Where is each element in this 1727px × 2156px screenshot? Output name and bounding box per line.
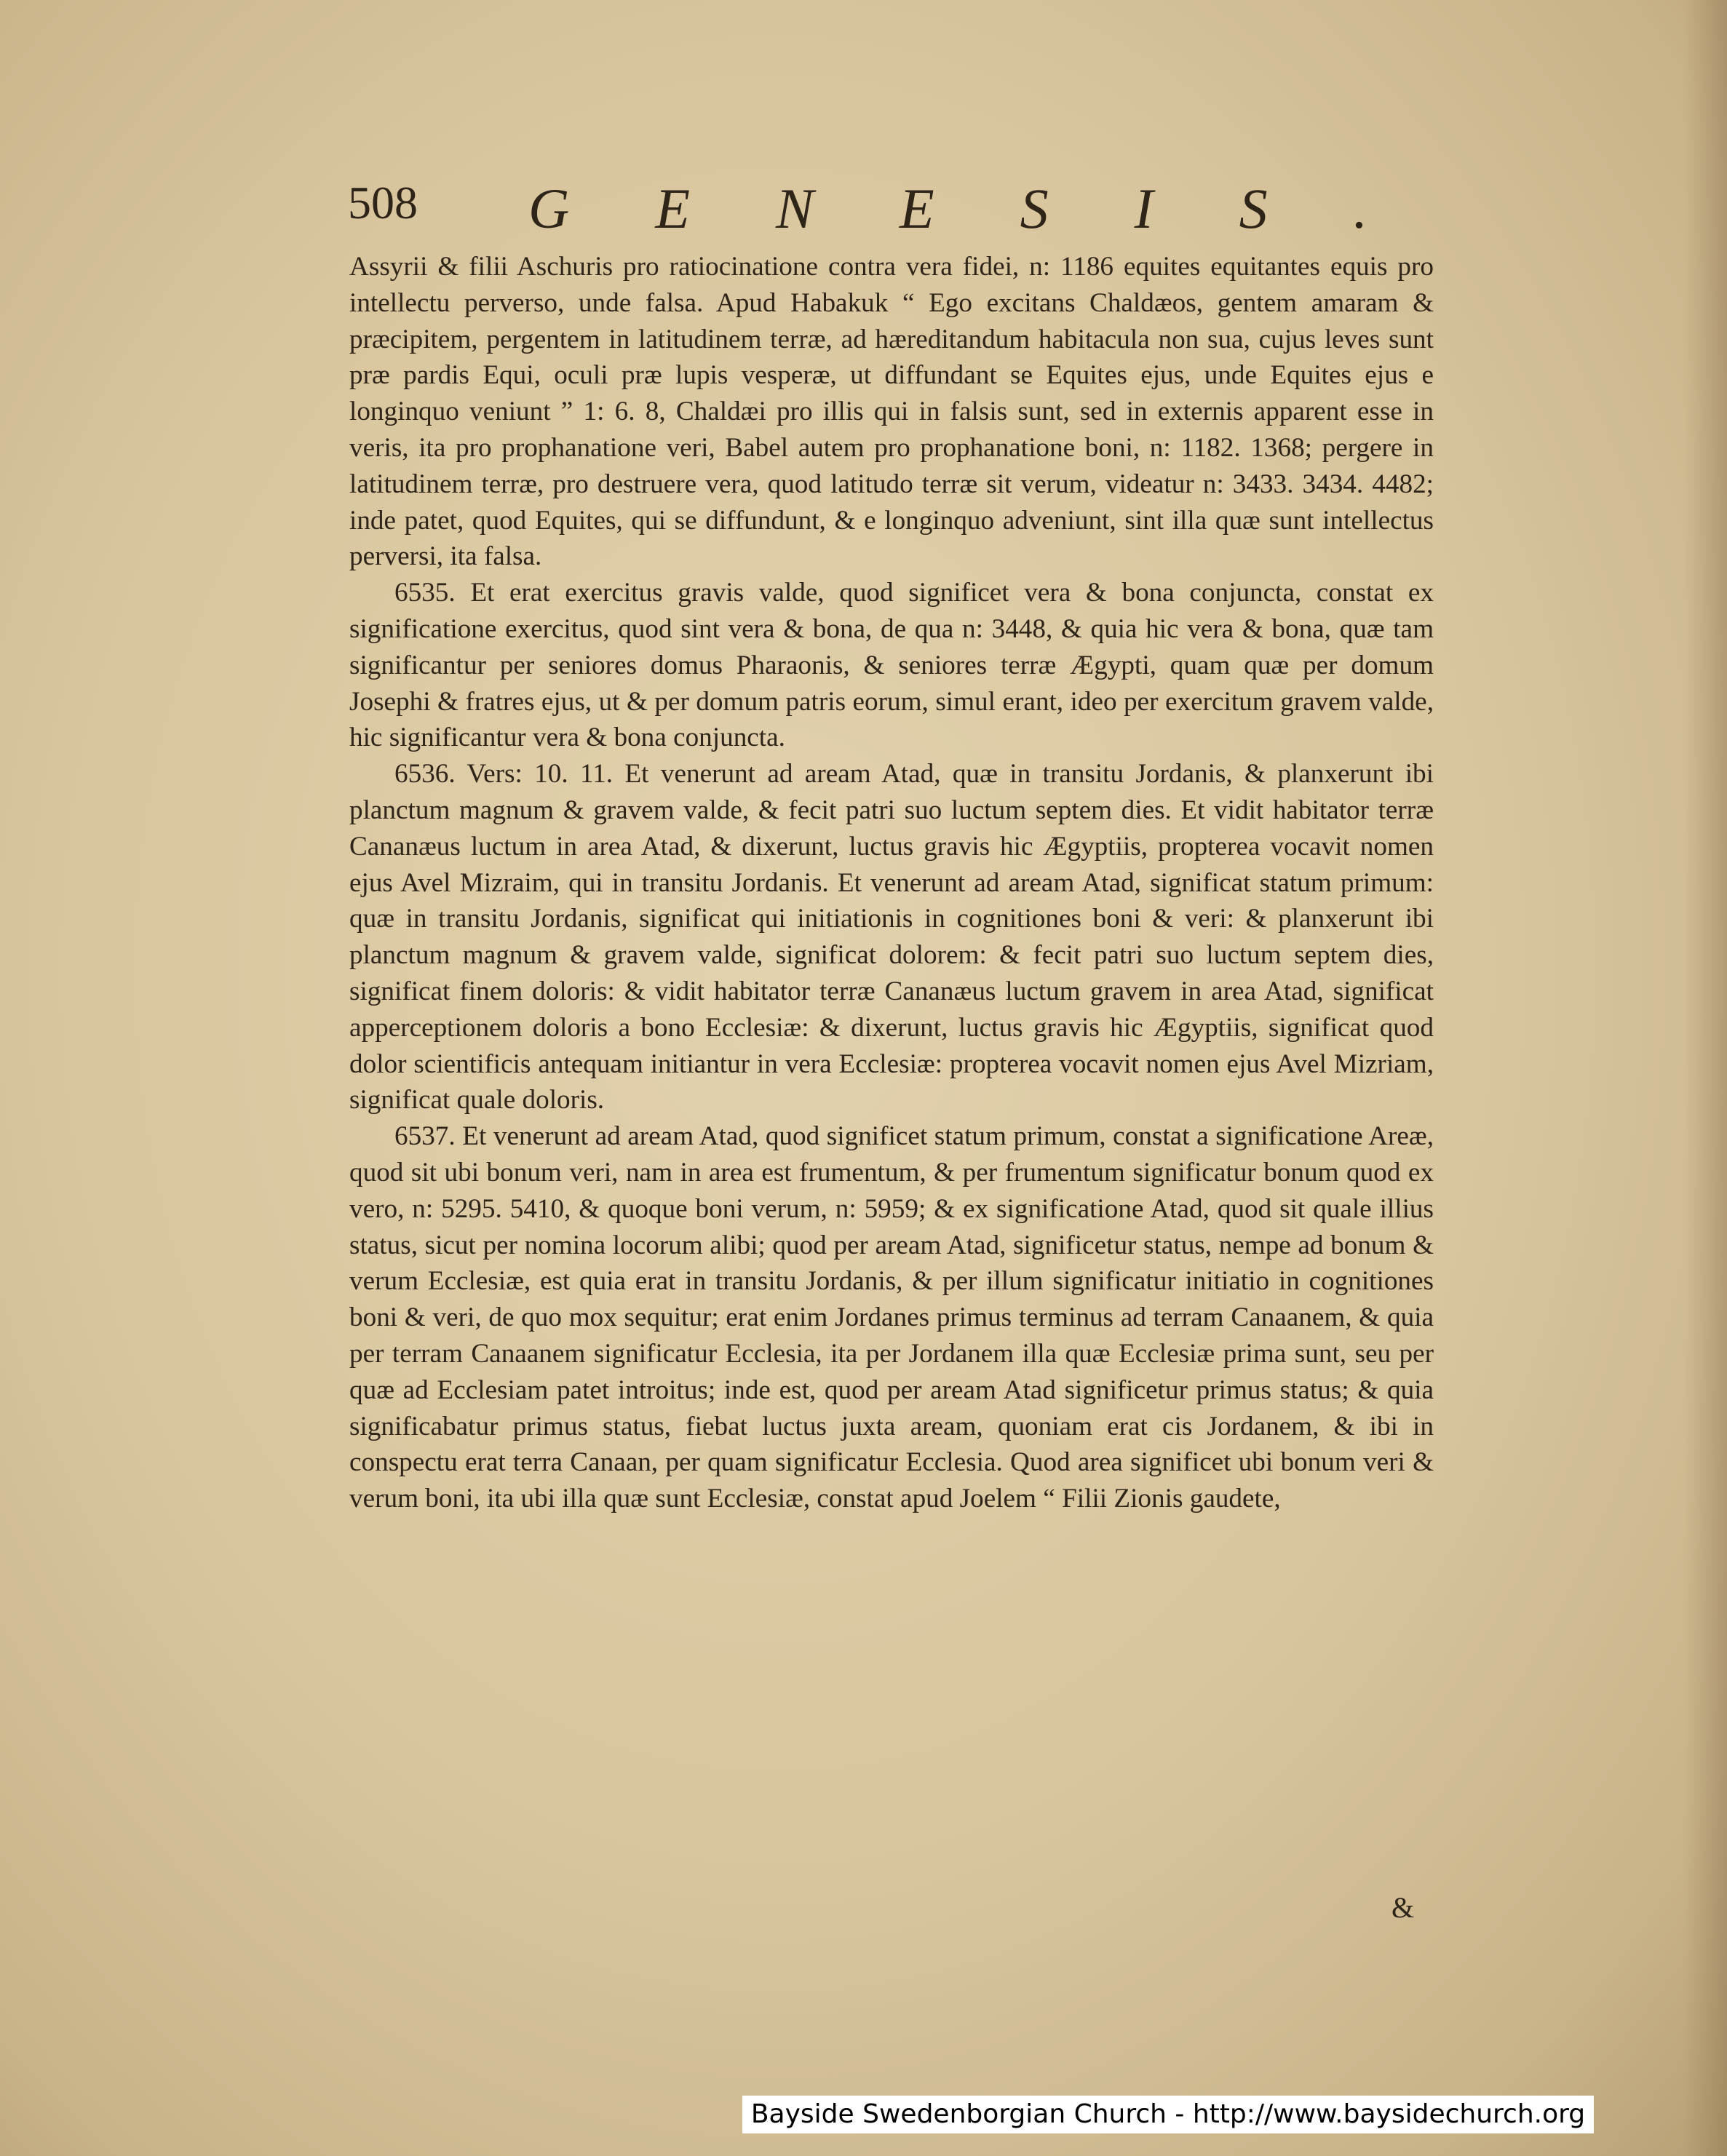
paragraph-6537: 6537. Et venerunt ad aream Atad, quod significet statum primum, constat a significatione Areæ, quod sit ubi bonum veri, nam in area est frumentum, & per frumentum significatur bonum quod ex vero, n: 5295. 5410, & quoque boni verum, n: 5959; & ex significatione Atad, quod sit quale illius status, sicut per nomina locorum alibi; quod per aream Atad, significetur status, nempe ad bonum & verum Ecclesiæ, est quia erat in transitu Jordanis, & per illum significatur initiatio in cognitiones boni & veri, de quo mox sequitur; erat enim Jordanes primus terminus ad terram Canaanem, & quia per terram Canaanem significatur Ecclesia, ita per Jordanem illa quæ Ecclesiæ prima sunt, seu per quæ ad Ecclesiam patet introitus; inde est, quod per aream Atad significetur primus status; & quia significabatur primus status, fiebat luctus juxta aream, quoniam erat cis Jordanem, & ibi in conspectu erat terra Canaan, per quam significatur Ecclesia. Quod area significet ubi bonum veri & verum boni, ita ubi illa quæ sunt Ecclesiæ, constat apud Joelem “ Filii Zionis gaudete,: [349, 1121, 1434, 1514]
body-text: [349, 249, 1434, 1517]
page-header: [348, 172, 1454, 240]
page-edge-shadow: [1683, 0, 1727, 2156]
paragraph-continuation: Assyrii & filii Aschuris pro ratiocinatione contra vera fidei, n: 1186 equites equitantes equis pro intellectu perverso, unde falsa. Apud Habakuk “ Ego excitans Chaldæos, gentem amaram & præcipitem, pergentem in latitudinem terræ, ad hæreditandum habitacula non sua, cujus leves sunt præ pardis Equi, oculi præ lupis vesperæ, ut diffundant se Equites ejus, unde Equites ejus e longinquo veniunt ” 1: 6. 8, Chaldæi pro illis qui in falsis sunt, sed in externis apparent esse in veris, ita pro prophanatione veri, Babel autem pro prophanatione boni, n: 1182. 1368; pergere in latitudinem terræ, pro destruere vera, quod latitudo terræ sit verum, videatur n: 3433. 3434. 4482; inde patet, quod Equites, qui se diffundunt, & e longinquo adveniunt, sint illa quæ sunt intellectus perversi, ita falsa.: [349, 252, 1434, 572]
paragraph-6535: 6535. Et erat exercitus gravis valde, quod significet vera & bona conjuncta, constat ex significatione exercitus, quod sint vera & bona, de qua n: 3448, & quia hic vera & bona, quæ tam significantur per seniores domus Pharaonis, & seniores terræ Ægypti, quam quæ per domum Josephi & fratres ejus, ut & per domum patris eorum, simul erant, ideo per exercitum gravem valde, hic significantur vera & bona conjuncta.: [349, 578, 1434, 753]
running-title: GENESIS.: [528, 177, 1454, 240]
page-number: 508: [348, 177, 418, 228]
watermark-caption: Bayside Swedenborgian Church - http://www.baysidechurch.org: [742, 2096, 1594, 2133]
paragraph-6536: 6536. Vers: 10. 11. Et venerunt ad aream Atad, quæ in transitu Jordanis, & planxerunt ibi planctum magnum & gravem valde, & fecit patri suo luctum septem dies. Et vidit habitator terræ Cananæus luctum in area Atad, & dixerunt, luctus gravis hic Ægyptiis, propterea vocavit nomen ejus Avel Mizraim, qui in transitu Jordanis. Et venerunt ad aream Atad, significat statum primum: quæ in transitu Jordanis, significat qui initiationis in cognitiones boni & veri: & planxerunt ibi planctum magnum & gravem valde, significat dolorem: & fecit patri suo luctum septem dies, significat finem doloris: & vidit habitator terræ Cananæus luctum gravem in area Atad, significat apperceptionem doloris a bono Ecclesiæ: & dixerunt, luctus gravis hic Ægyptiis, significat quod dolor scientificis antequam initiantur in vera Ecclesiæ: propterea vocavit nomen ejus Avel Mizriam, significat quale doloris.: [349, 759, 1434, 1115]
catchword: &: [1391, 1891, 1415, 1924]
